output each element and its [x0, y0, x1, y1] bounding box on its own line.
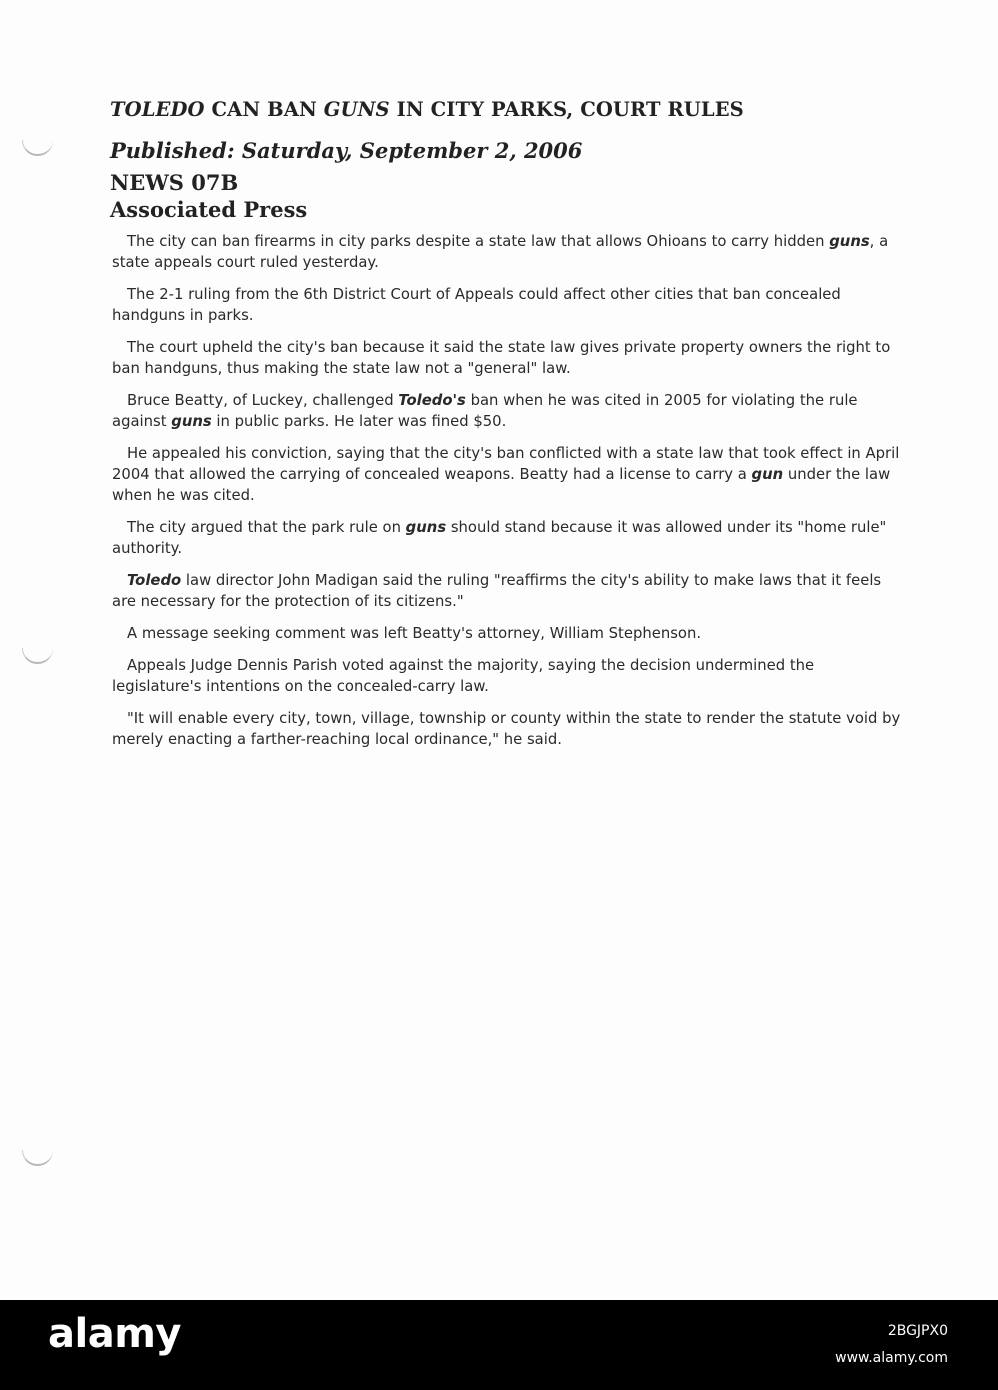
paragraph: The city can ban firearms in city parks despite a state law that allows Ohioans to carry hidden guns, a state appeals court ruled yesterday.	[112, 233, 889, 271]
headline-text: CAN BAN	[204, 98, 324, 121]
paragraph: Bruce Beatty, of Luckey, challenged Toledo's ban when he was cited in 2005 for violating the rule against guns in public parks. He later was fined $50.	[112, 392, 858, 430]
paragraph: The city argued that the park rule on guns should stand because it was allowed under its "home rule" authority.	[112, 519, 887, 557]
article-body	[112, 231, 902, 761]
watermark-banner	[0, 1300, 998, 1390]
keyword-highlight: Toledo	[127, 572, 182, 589]
headline-guns: GUNS	[323, 98, 390, 121]
punch-hole-mark	[22, 1150, 53, 1166]
paragraph: "It will enable every city, town, village, township or county within the state to render the statute void by merely enacting a farther-reaching local ordinance," he said.	[112, 710, 901, 748]
paragraph: He appealed his conviction, saying that the city's ban conflicted with a state law that took effect in April 2004 that allowed the carrying of concealed weapons. Beatty had a license to carry a gun under the law when he was cited.	[112, 445, 900, 504]
published-date: Published: Saturday, September 2, 2006	[110, 138, 583, 163]
headline	[110, 98, 810, 121]
paragraph: Appeals Judge Dennis Parish voted against the majority, saying the decision undermined the legislature's intentions on the concealed-carry law.	[112, 657, 815, 695]
watermark-url: www.alamy.com	[835, 1350, 948, 1366]
news-source: Associated Press	[110, 197, 308, 222]
keyword-highlight: guns	[405, 519, 447, 536]
headline-text: IN CITY PARKS, COURT RULES	[389, 98, 744, 121]
paragraph: A message seeking comment was left Beatty's attorney, William Stephenson.	[127, 625, 702, 642]
image-id: 2BGJPX0	[887, 1323, 948, 1339]
punch-hole-mark	[22, 648, 53, 664]
section-code: NEWS 07B	[110, 170, 239, 195]
watermark-logo: alamy	[48, 1311, 181, 1357]
paragraph: Toledo law director John Madigan said the ruling "reaffirms the city's ability to make laws that it feels are necessary for the protection of its citizens."	[112, 572, 882, 610]
keyword-highlight: guns	[171, 413, 212, 430]
punch-hole-mark	[22, 140, 53, 156]
keyword-highlight: gun	[751, 466, 784, 483]
keyword-highlight: Toledo's	[398, 392, 466, 409]
paragraph: The court upheld the city's ban because it said the state law gives private property owners the right to ban handguns, thus making the state law not a "general" law.	[112, 339, 891, 377]
keyword-highlight: guns	[829, 233, 870, 250]
paragraph: The 2-1 ruling from the 6th District Court of Appeals could affect other cities that ban concealed handguns in parks.	[112, 286, 841, 324]
headline-toledo: TOLEDO	[110, 98, 205, 121]
